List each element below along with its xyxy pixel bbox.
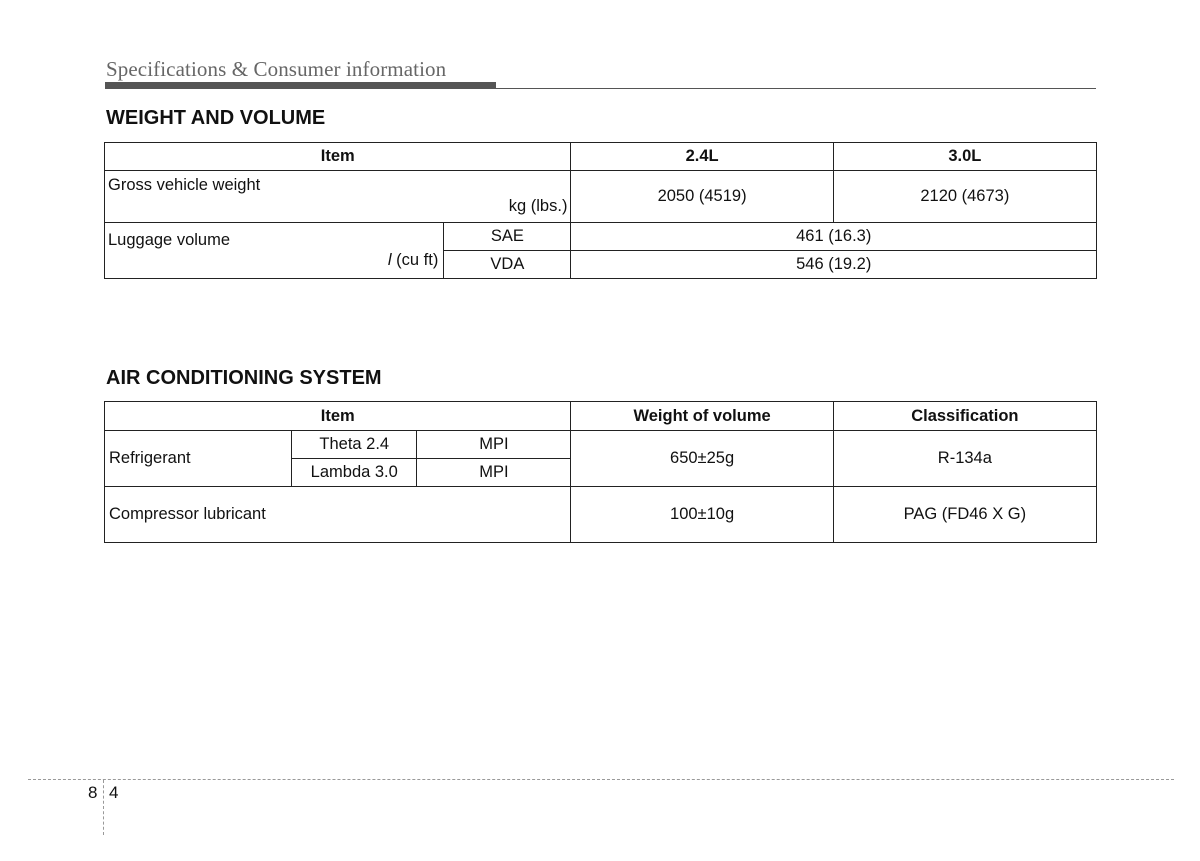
header-rule: [496, 88, 1096, 89]
table-header-row: [105, 143, 1097, 171]
refrigerant-type-lambda: MPI: [417, 459, 571, 487]
header-bar: [105, 82, 496, 89]
sae-label: SAE: [444, 223, 571, 251]
page-header-title: Specifications & Consumer information: [106, 57, 447, 81]
luggage-volume-label: Luggage volume: [108, 231, 231, 249]
header-3-0l: 3.0L: [833, 143, 1096, 171]
compressor-weight: 100±10g: [571, 487, 833, 543]
compressor-classification: PAG (FD46 X G): [833, 487, 1096, 543]
sae-value: 461 (16.3): [571, 223, 1097, 251]
ac-header-item: Item: [105, 402, 571, 431]
gross-weight-cell: [105, 171, 571, 223]
gross-weight-unit: kg (lbs.): [508, 197, 568, 215]
page-number: 4: [109, 783, 119, 802]
table-row-luggage-sae: [105, 223, 1097, 251]
gross-weight-3-0l: 2120 (4673): [833, 171, 1096, 223]
header-2-4l: 2.4L: [571, 143, 833, 171]
refrigerant-label: Refrigerant: [105, 431, 292, 487]
refrigerant-engine-lambda: Lambda 3.0: [292, 459, 417, 487]
gross-weight-label: Gross vehicle weight: [108, 176, 261, 194]
refrigerant-type-theta: MPI: [417, 431, 571, 459]
weight-volume-table: [104, 142, 1097, 279]
luggage-volume-unit: l (cu ft): [387, 251, 439, 269]
table-row-refrigerant-theta: [105, 431, 1097, 459]
refrigerant-weight: 650±25g: [571, 431, 833, 487]
chapter-number: 8: [88, 783, 98, 802]
luggage-volume-cell: [105, 223, 444, 279]
table-row-compressor: [105, 487, 1097, 543]
header-item: Item: [105, 143, 571, 171]
refrigerant-engine-theta: Theta 2.4: [292, 431, 417, 459]
ac-header-classification: Classification: [833, 402, 1096, 431]
refrigerant-classification: R-134a: [833, 431, 1096, 487]
ac-header-weight: Weight of volume: [571, 402, 833, 431]
vda-value: 546 (19.2): [571, 251, 1097, 279]
compressor-label: Compressor lubricant: [105, 487, 571, 543]
gross-weight-2-4l: 2050 (4519): [571, 171, 833, 223]
air-conditioning-table: [104, 401, 1097, 543]
table-header-row: [105, 402, 1097, 431]
footer-dashed-divider: [103, 780, 104, 835]
table-row-gross-weight: [105, 171, 1097, 223]
footer-dashed-line: [28, 779, 1174, 780]
air-conditioning-title: AIR CONDITIONING SYSTEM: [106, 367, 382, 389]
vda-label: VDA: [444, 251, 571, 279]
weight-volume-title: WEIGHT AND VOLUME: [106, 107, 326, 129]
